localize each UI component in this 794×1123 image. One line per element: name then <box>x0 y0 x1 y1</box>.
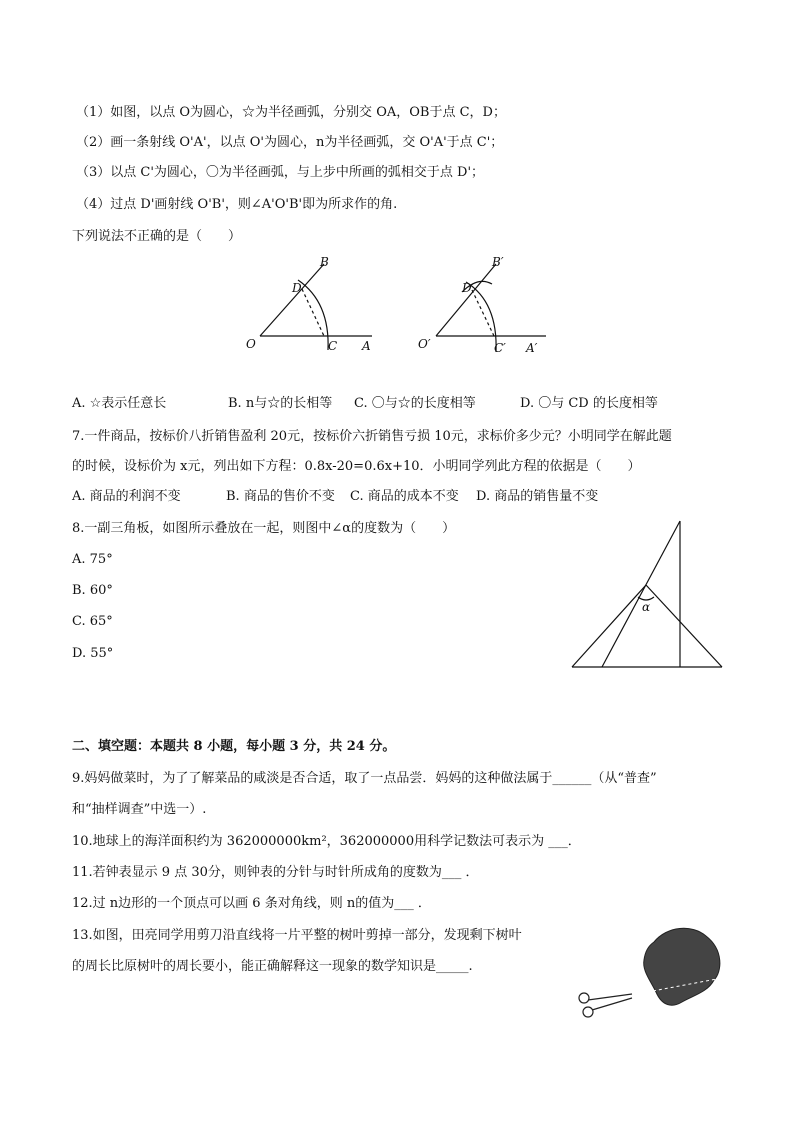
q8-option-c: C. 65° <box>72 614 113 629</box>
q7-option-d: D. 商品的销售量不变 <box>476 489 599 504</box>
label-C-prime: C′ <box>494 341 506 355</box>
leaf-icon <box>644 928 720 1005</box>
q7-line-2: 的时候，设标价为 x元，列出如下方程：0.8x-20=0.6x+10．小明同学列此方程的依据是（ ） <box>72 459 641 474</box>
construction-step-2: （2）画一条射线 O'A'，以点 O'为圆心，n为半径画弧，交 O'A'于点 C'； <box>76 135 504 150</box>
q12: 12.过 n边形的一个顶点可以画 6 条对角线，则 n的值为___ ． <box>72 896 431 911</box>
q6-option-b: B. n与☆的长相等 <box>228 396 333 411</box>
q6-option-c: C. 〇与☆的长度相等 <box>354 396 476 411</box>
q13-line-1: 13.如图，田亮同学用剪刀沿直线将一片平整的树叶剪掉一部分，发现剩下树叶 <box>72 928 522 943</box>
section-2-title: 二、填空题：本题共 8 小题，每小题 3 分，共 24 分。 <box>72 739 396 754</box>
q6-option-d: D. 〇与 CD 的长度相等 <box>520 396 658 411</box>
q10: 10.地球上的海洋面积约为 362000000km²，362000000用科学记数法可表示为 ___． <box>72 834 581 849</box>
q8-stem: 8.一副三角板，如图所示叠放在一起，则图中∠α的度数为（ ） <box>72 521 456 536</box>
q8-option-a: A. 75° <box>72 552 113 567</box>
label-B-prime: B′ <box>492 255 504 269</box>
q8-option-b: B. 60° <box>72 583 113 598</box>
q7-option-b: B. 商品的售价不变 <box>226 489 335 504</box>
angle-construction-figure <box>240 252 580 362</box>
leaf-scissors-figure <box>572 922 732 1032</box>
q9-line-2: 和“抽样调查”中选一）. <box>72 802 207 817</box>
alpha-label: α <box>642 600 651 614</box>
figure-left <box>260 264 372 350</box>
figure-right <box>436 264 546 352</box>
triangle-set-figure <box>568 515 728 675</box>
q13-line-2: 的周长比原树叶的周长要小，能正确解释这一现象的数学知识是_____. <box>72 959 473 974</box>
q6-option-a: A. ☆表示任意长 <box>72 396 167 411</box>
label-A: A <box>362 339 371 353</box>
q8-option-d: D. 55° <box>72 646 114 661</box>
construction-step-4: （4）过点 D'画射线 O'B'，则∠A'O'B'即为所求作的角. <box>76 197 398 212</box>
q11: 11.若钟表显示 9 点 30分，则钟表的分针与时针所成角的度数为___ ． <box>72 865 479 880</box>
q9-line-1: 9.妈妈做菜时，为了了解菜品的咸淡是否合适，取了一点品尝．妈妈的这种做法属于______（从“普查” <box>72 771 657 786</box>
q6-stem: 下列说法不正确的是（ ） <box>72 229 242 244</box>
q7-option-a: A. 商品的利润不变 <box>72 489 181 504</box>
label-D-prime: D′ <box>462 281 475 295</box>
q7-line-1: 7.一件商品，按标价八折销售盈利 20元，按标价六折销售亏损 10元，求标价多少元？小明同学在解此题 <box>72 429 672 444</box>
q7-option-c: C. 商品的成本不变 <box>350 489 459 504</box>
label-C: C <box>328 339 338 353</box>
label-O: O <box>246 337 256 351</box>
construction-step-3: （3）以点 C'为圆心，〇为半径画弧，与上步中所画的弧相交于点 D'； <box>76 165 485 180</box>
label-B: B <box>320 255 329 269</box>
label-D: D <box>292 281 302 295</box>
label-A-prime: A′ <box>526 341 538 355</box>
construction-step-1: （1）如图，以点 O为圆心，☆为半径画弧，分别交 OA，OB于点 C，D； <box>76 105 506 120</box>
label-O-prime: O′ <box>418 337 431 351</box>
